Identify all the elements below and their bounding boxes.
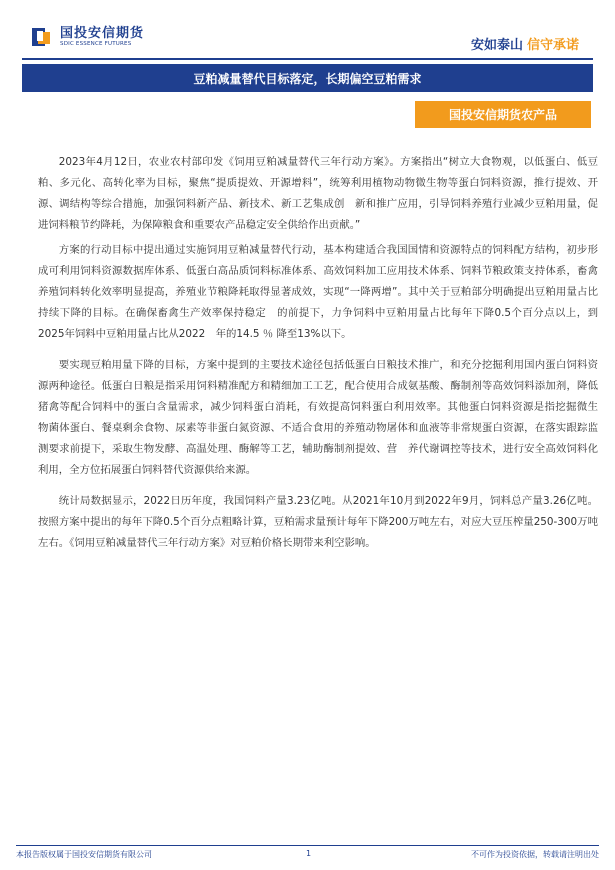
header-divider [22, 58, 593, 60]
copyright-notice: 本报告版权属于国投安信期货有限公司 [16, 850, 152, 859]
product-tag: 国投安信期货农产品 [415, 101, 591, 128]
slogan-part-1: 安如泰山 [470, 38, 523, 53]
body-paragraph: 方案的行动目标中提出通过实施饲用豆粕减量替代行动，基本构建适合我国国情和资源特点的饲料配方结构，初步形成可利用饲料资源数据库体系、低蛋白高品质饲料标准体系、高效饲料加工应用技术体系、饲料节粮政策支持体系，畜禽养殖饲料转化效率明显提高，养殖业节粮降耗取得显著成效，实现“一降两增”。其中关于豆粕部分明确提出豆粕用量占比持续下降的目标。在确保畜禽生产效率保持稳定 的前提下，力争饲料中豆粕用量占比每年下降0.5个百分点以上，到2025年饲料中豆粕用量占比从2022 年的14.5 ％ 降至13%以下。 [38, 244, 598, 340]
page-header [0, 0, 615, 60]
company-logo [32, 26, 144, 48]
body-paragraph: 要实现豆粕用量下降的目标，方案中提到的主要技术途径包括低蛋白日粮技术推广，和充分挖掘利用国内蛋白饲料资源两种途径。低蛋白日粮是指采用饲料精准配方和精细加工工艺，配合使用合成氨基酸、酶制剂等高效饲料添加剂，降低猪禽等配合饲料中的蛋白含量需求，减少饲料蛋白消耗，有效提高饲料蛋白利用效率。其他蛋白饲料资源是指挖掘微生 物菌体蛋白、餐桌剩余食物、尿素等非蛋白氮资源、不适合食用的养殖动物屠体和血液等非常规蛋白资源，在落实跟踪监测要求前提下，采取生物发酵、高温处理、酶解等工艺，辅助酶制剂提效、营 养代谢调控等技术，进行安全高效饲料化利用，全方位拓展蛋白饲料替代资源供给来源。 [38, 359, 609, 476]
logo-chinese-name: 国投安信期货 [60, 25, 145, 41]
page-number: 1 [306, 849, 312, 858]
body-paragraph: 统计局数据显示，2022日历年度，我国饲料产量3.23亿吨。从2021年10月到2022年9月，饲料总产量3.26亿吨。按照方案中提出的每年下降0.5个百分点粗略计算，豆粕需求量预计每年下降200万吨左右，对应大豆压榨量250-300万吨左右。《饲用豆粕减量替代三年行动方案》对豆粕价格长期带来利空影响。 [38, 495, 598, 549]
slogan-part-2: 信守承诺 [526, 38, 579, 53]
report-body [38, 152, 609, 564]
disclaimer-notice: 不可作为投资依据，转载请注明出处 [471, 850, 599, 859]
logo-english-name: SDIC ESSENCE FUTURES [60, 40, 132, 47]
report-title: 豆粕减量替代目标落定，长期偏空豆粕需求 [22, 64, 593, 92]
footer-divider [16, 845, 599, 846]
body-paragraph: 2023年4月12日，农业农村部印发《饲用豆粕减量替代三年行动方案》。方案指出“树立大食物观，以低蛋白、低豆粕、多元化、高转化率为目标，聚焦“提质提效、开源增料”，统筹利用植物动物微生物等蛋白饲料资源，推行提效、开源、调结构等综合措施，加强饲料新产品、新技术、新工艺集成创 新和推广应用，引导饲料养殖行业减少豆粕用量，促进饲料粮节约降耗，为保障粮食和重要农产品稳定安全供给作出贡献。” [38, 156, 598, 231]
header-slogan [471, 34, 579, 53]
logo-mark-icon [32, 26, 54, 48]
